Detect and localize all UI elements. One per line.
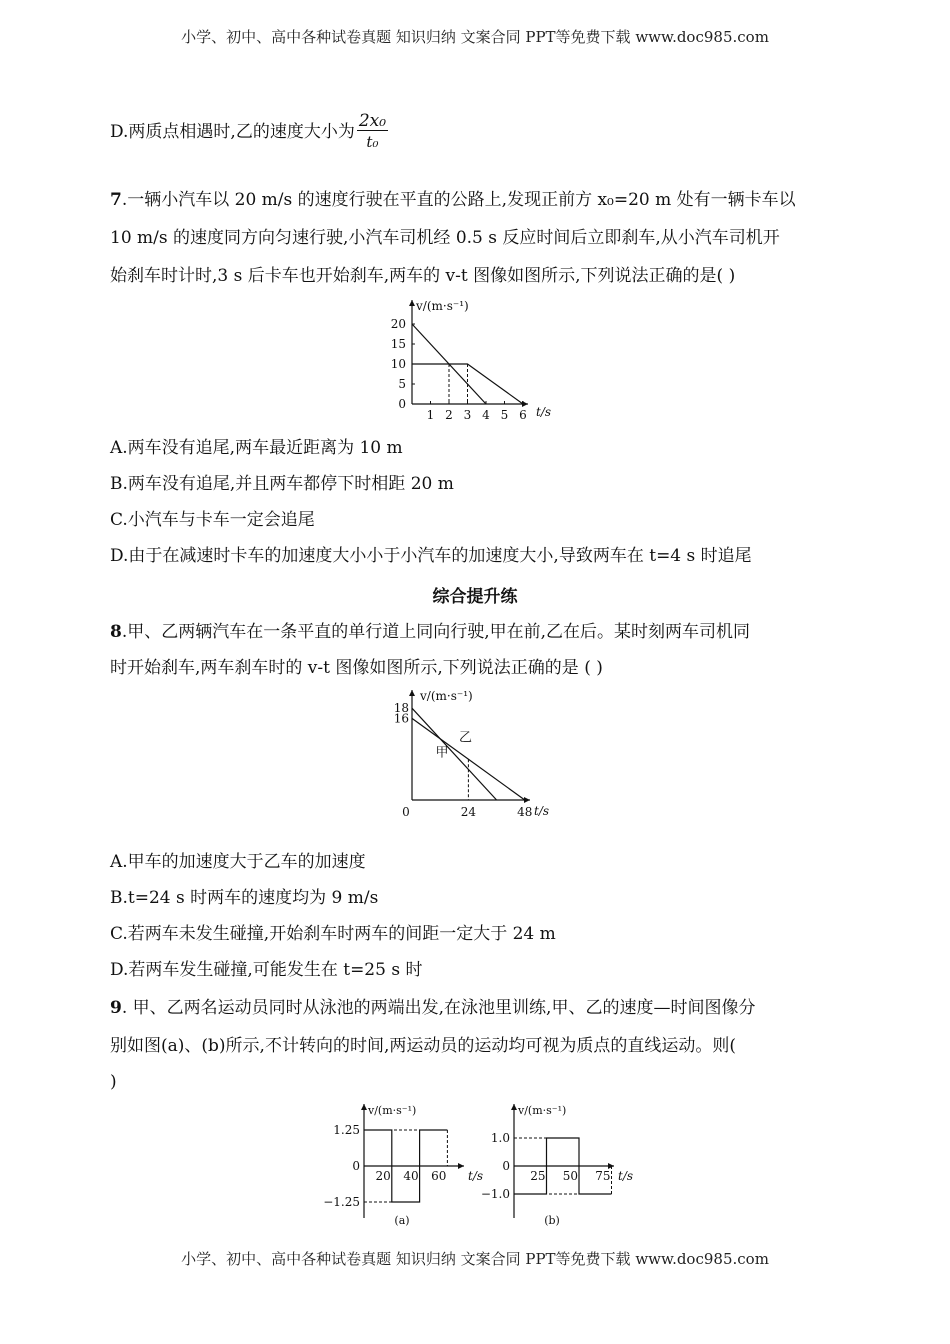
y-axis-arrow xyxy=(409,690,415,696)
q6-option-d xyxy=(110,112,850,153)
q8-option-c: C.若两车未发生碰撞,开始刹车时两车的间距一定大于 24 m xyxy=(110,924,556,944)
q7-stem-line3: 始刹车时计时,3 s 后卡车也开始刹车,两车的 v-t 图像如图所示,下列说法正确的是( ) xyxy=(110,266,736,286)
fraction-denominator: t₀ xyxy=(366,133,379,151)
q8-option-b: B.t=24 s 时两车的速度均为 9 m/s xyxy=(110,888,379,908)
y-axis-label: v/(m·s⁻¹) xyxy=(420,689,473,703)
q7-number: 7 xyxy=(110,190,122,210)
x-tick-label: 4 xyxy=(482,408,490,422)
y-axis-arrow xyxy=(409,300,415,306)
q8-option-a: A.甲车的加速度大于乙车的加速度 xyxy=(110,852,366,872)
q8-vt-graph xyxy=(388,682,568,822)
x-axis-label: t/s xyxy=(618,1169,634,1183)
q8-stem-line2: 时开始刹车,两车刹车时的 v-t 图像如图所示,下列说法正确的是 ( ) xyxy=(110,658,603,678)
y-tick-label: 0 xyxy=(352,1159,360,1173)
q7-option-d: D.由于在减速时卡车的加速度大小小于小汽车的加速度大小,导致两车在 t=4 s 时追尾 xyxy=(110,546,752,566)
series-line xyxy=(412,708,497,800)
q7-stem-line1 xyxy=(110,188,850,212)
series-label-jia: 甲 xyxy=(435,745,449,761)
y-tick-label: 10 xyxy=(390,357,406,371)
x-tick-label: 40 xyxy=(403,1169,419,1183)
y-axis-label: v/(m·s⁻¹) xyxy=(368,1104,417,1117)
x-tick-label: 25 xyxy=(530,1169,546,1183)
y-axis-label: v/(m·s⁻¹) xyxy=(518,1104,567,1117)
fraction xyxy=(357,112,388,153)
q9-graph-b xyxy=(478,1096,648,1232)
x-axis-label: t/s xyxy=(534,804,550,818)
y-tick-label: 20 xyxy=(390,317,406,331)
y-tick-label: 0 xyxy=(398,397,406,411)
q9-graph-a xyxy=(322,1096,492,1232)
y-axis-arrow xyxy=(361,1104,367,1110)
q8-option-d: D.若两车发生碰撞,可能发生在 t=25 s 时 xyxy=(110,960,423,980)
y-tick-label: 5 xyxy=(398,377,406,391)
q7-vt-graph xyxy=(380,292,560,422)
x-tick-label: 50 xyxy=(562,1169,578,1183)
figure-caption: (b) xyxy=(544,1214,560,1227)
q6-option-d-text: D.两质点相遇时,乙的速度大小为 xyxy=(110,122,355,142)
q7-stem-line2: 10 m/s 的速度同方向匀速行驶,小汽车司机经 0.5 s 反应时间后立即刹车,从小汽车司机开 xyxy=(110,228,780,248)
y-tick-label: 15 xyxy=(390,337,406,351)
y-axis-label: v/(m·s⁻¹) xyxy=(416,299,469,313)
q7-option-c: C.小汽车与卡车一定会追尾 xyxy=(110,510,315,530)
q9-stem-line1 xyxy=(110,996,850,1020)
fraction-numerator: 2x₀ xyxy=(358,111,387,131)
origin-label: 0 xyxy=(402,805,410,819)
x-tick-label: 75 xyxy=(595,1169,611,1183)
y-tick-label: −1.25 xyxy=(323,1195,360,1209)
x-axis-label: t/s xyxy=(468,1169,484,1183)
x-tick-label: 5 xyxy=(500,408,509,422)
q8-text1: .甲、乙两辆汽车在一条平直的单行道上同向行驶,甲在前,乙在后。某时刻两车司机同 xyxy=(121,622,751,642)
q9-number: 9 xyxy=(110,998,122,1018)
section-title: 综合提升练 xyxy=(432,587,518,607)
x-tick-label: 2 xyxy=(445,408,453,422)
x-axis-arrow xyxy=(524,797,530,803)
y-tick-label: −1.0 xyxy=(480,1187,510,1201)
page-header: 小学、初中、高中各种试卷真题 知识归纳 文案合同 PPT等免费下载 www.doc985.com xyxy=(181,28,769,46)
x-tick-label: 1 xyxy=(426,408,435,422)
y-axis-arrow xyxy=(511,1104,517,1110)
y-tick-label: 18 xyxy=(393,701,409,716)
q9-stem-line2: 别如图(a)、(b)所示,不计转向的时间,两运动员的运动均可视为质点的直线运动。则( xyxy=(110,1036,736,1056)
y-tick-label: 1.25 xyxy=(333,1123,360,1137)
q7-text1: .一辆小汽车以 20 m/s 的速度行驶在平直的公路上,发现正前方 x₀=20 m 处有一辆卡车以 xyxy=(121,190,796,210)
page-footer: 小学、初中、高中各种试卷真题 知识归纳 文案合同 PPT等免费下载 www.doc985.com xyxy=(181,1250,769,1268)
x-tick-label: 20 xyxy=(375,1169,391,1183)
q9-stem-line3: ) xyxy=(110,1072,117,1092)
q7-option-b: B.两车没有追尾,并且两车都停下时相距 20 m xyxy=(110,474,454,494)
q7-option-a: A.两车没有追尾,两车最近距离为 10 m xyxy=(110,438,403,458)
x-axis-label: t/s xyxy=(536,405,552,419)
x-tick-label: 60 xyxy=(431,1169,447,1183)
q8-stem-line1 xyxy=(110,620,850,644)
series-label-yi: 乙 xyxy=(459,730,473,746)
q8-number: 8 xyxy=(110,622,122,642)
q9-text1: . 甲、乙两名运动员同时从泳池的两端出发,在泳池里训练,甲、乙的速度—时间图像分 xyxy=(121,998,756,1018)
x-tick-label: 24 xyxy=(460,805,477,819)
y-tick-label: 16 xyxy=(393,711,409,726)
y-tick-label: 0 xyxy=(502,1159,510,1173)
x-tick-label: 48 xyxy=(517,805,533,819)
y-tick-label: 1.0 xyxy=(490,1131,510,1145)
x-tick-label: 3 xyxy=(463,408,472,422)
x-axis-arrow xyxy=(458,1163,464,1169)
x-tick-label: 6 xyxy=(519,408,527,422)
figure-caption: (a) xyxy=(394,1214,410,1227)
